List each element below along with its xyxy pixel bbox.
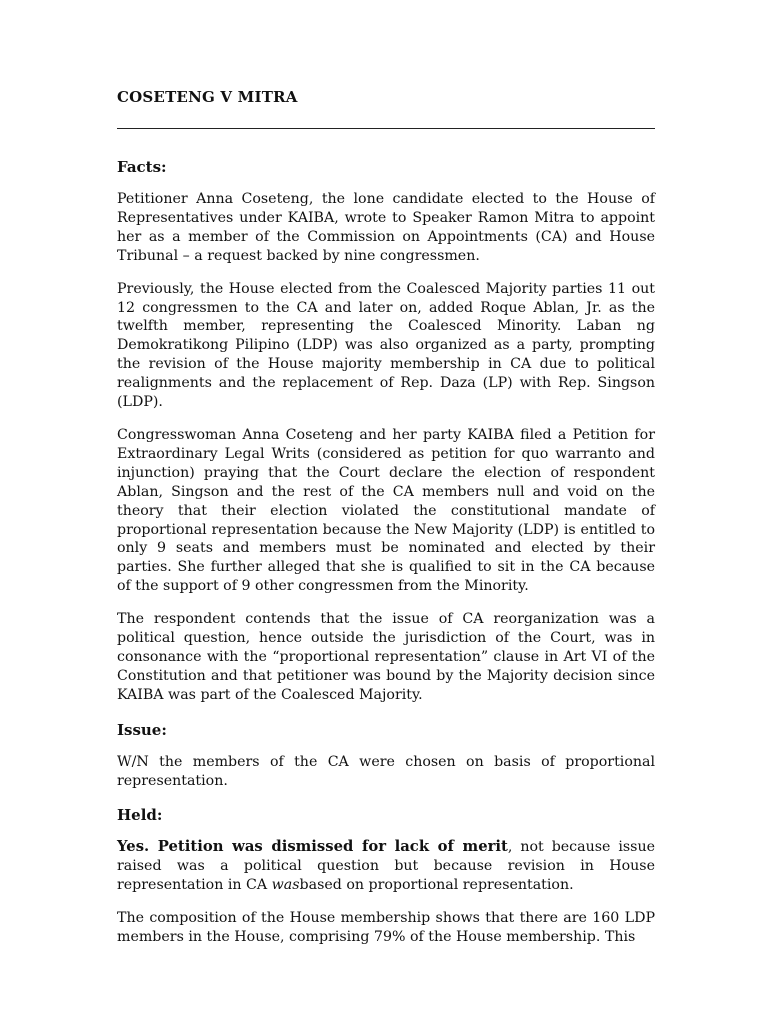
held-ruling: Yes. Petition was dismissed for lack of merit [117,838,508,856]
document-body [117,86,655,947]
held-paragraph-1 [117,838,655,895]
issue-heading: Issue: [117,720,167,739]
issue-paragraph: W/N the members of the CA were chosen on basis of proportional representation. [117,753,655,789]
held-heading: Held: [117,806,163,825]
document-title: COSETENG V MITRA [117,88,298,106]
facts-paragraph-1: Petitioner Anna Coseteng, the lone candidate elected to the House of Representatives under KAIBA, wrote to Speaker Ramon Mitra to appoint her as a member of the Commission on Appointments (CA) and House Tribunal – a request backed by nine congressmen. [117,191,655,264]
title-divider [117,128,655,129]
held-text-1: , not because issue raised was a political question but because revision in House representation in CA [117,839,655,894]
held-text-2: based on proportional representation. [299,877,574,894]
facts-heading: Facts: [117,158,167,176]
facts-paragraph-3: Congresswoman Anna Coseteng and her party KAIBA filed a Petition for Extraordinary Legal Writs (considered as petition for quo warranto and injunction) praying that the Court declare the election of respondent Ablan, Singson and the rest of the CA members null and void on the theory that their election violated the constitutional mandate of proportional representation because the New Majority (LDP) is entitled to only 9 seats and members must be nominated and elected by their parties. She further alleged that she is qualified to sit in the CA because of the support of 9 other congressmen from the Minority. [117,426,655,595]
facts-paragraph-4: The respondent contends that the issue of CA reorganization was a political question, hence outside the jurisdiction of the Court, was in consonance with the “proportional representation” clause in Art VI of the Constitution and that petitioner was bound by the Majority decision since KAIBA was part of the Coalesced Majority. [117,611,655,703]
held-emphasis: was [271,877,300,894]
facts-paragraph-2: Previously, the House elected from the Coalesced Majority parties 11 out 12 congressmen to the CA and later on, added Roque Ablan, Jr. as the twelfth member, representing the Coalesced Minority. Laban ng Demokratikong Pilipino (LDP) was also organized as a party, prompting the revision of the House majority membership in CA due to political realignments and the replacement of Rep. Daza (LP) with Rep. Singson (LDP). [117,280,655,411]
held-paragraph-2: The composition of the House membership shows that there are 160 LDP members in the House, comprising 79% of the House membership. This [117,910,655,946]
